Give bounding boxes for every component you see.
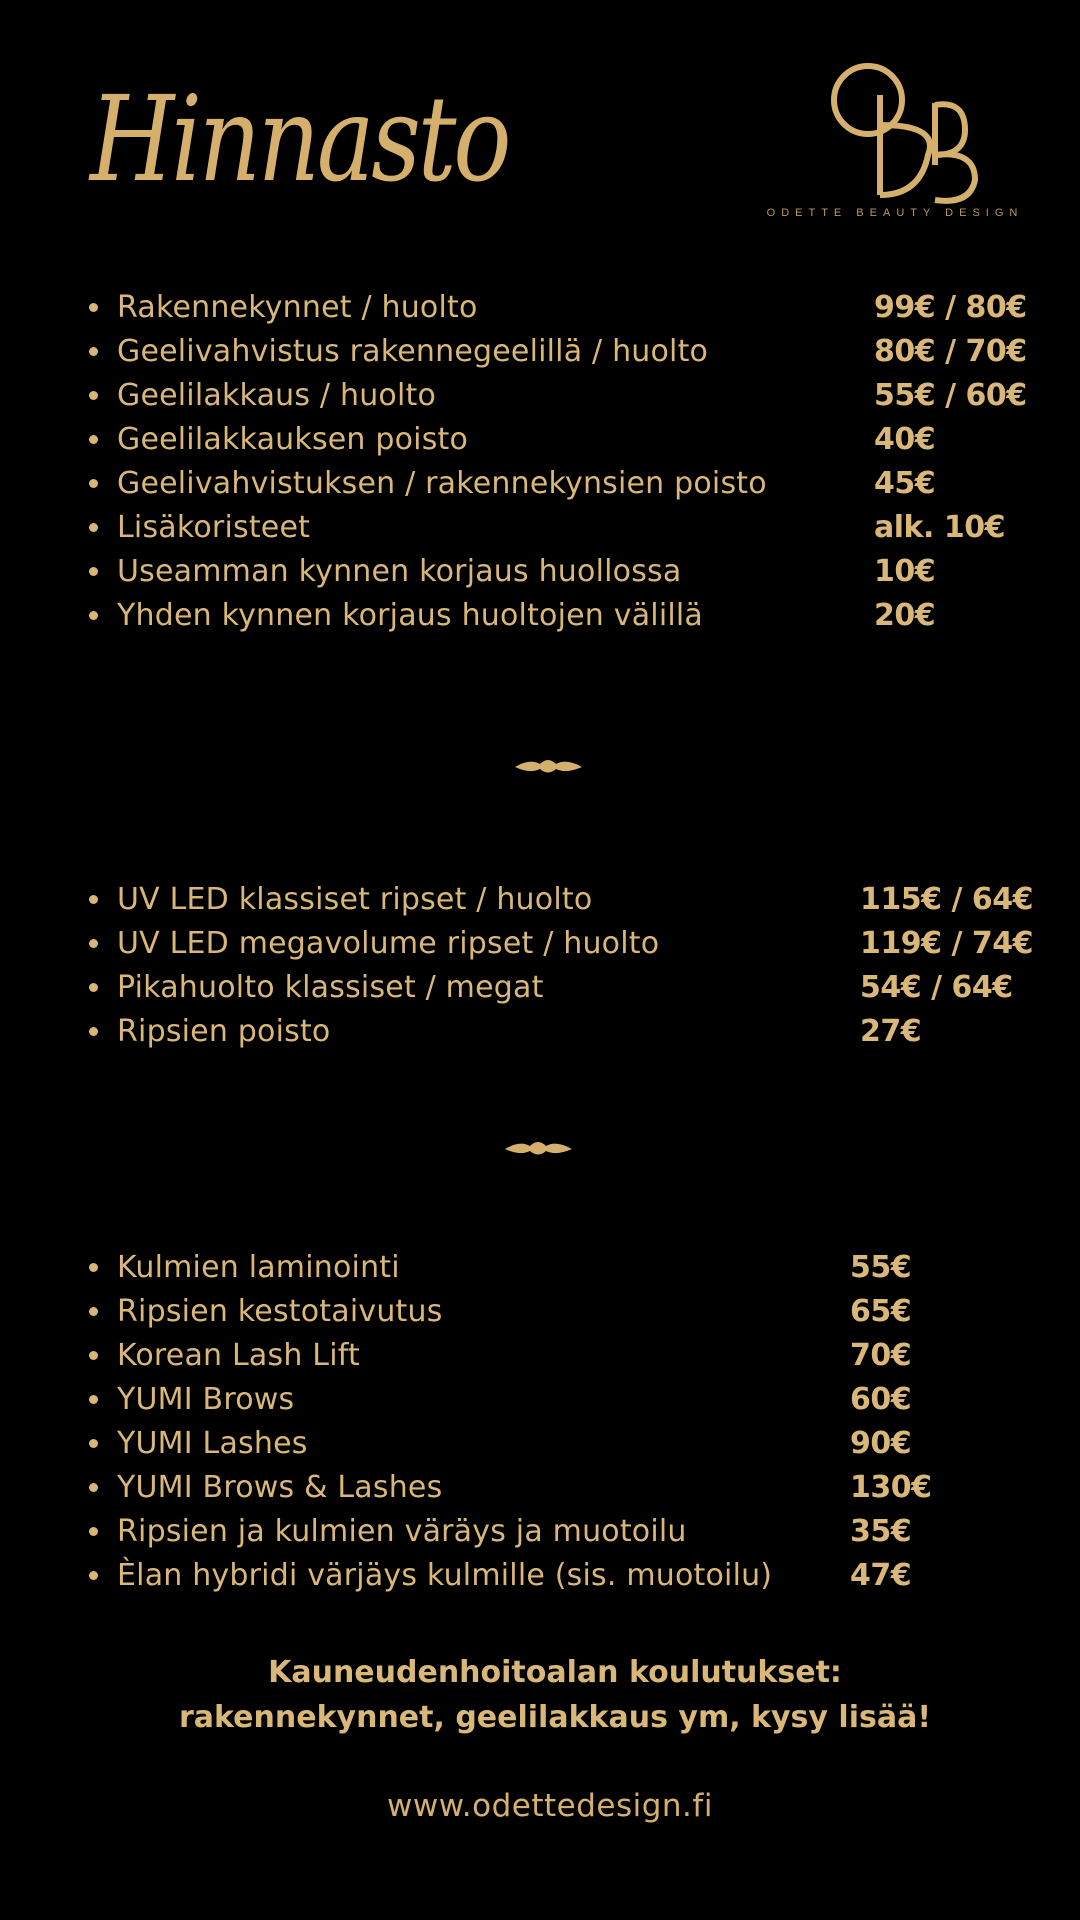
service-name: Geelilakkauksen poisto (117, 422, 469, 457)
service-name: Ripsien ja kulmien väräys ja muotoilu (117, 1514, 687, 1549)
ornamental-divider (0, 752, 1080, 782)
logo-caption: ODETTE BEAUTY DESIGN (766, 207, 1024, 219)
list-item (0, 922, 1080, 966)
service-price: 40€ (874, 422, 936, 457)
list-item (0, 330, 1080, 374)
service-price: 10€ (874, 554, 936, 589)
bullet-icon (89, 1263, 98, 1272)
list-item (0, 1554, 1080, 1598)
brand-logo (760, 55, 1030, 230)
service-price: 80€ / 70€ (874, 334, 1027, 369)
list-item (0, 1510, 1080, 1554)
bullet-icon (89, 1483, 98, 1492)
service-price: 47€ (850, 1558, 912, 1593)
list-item (0, 966, 1080, 1010)
list-item (0, 374, 1080, 418)
list-item (0, 1334, 1080, 1378)
page-title: Hinnasto (90, 70, 509, 208)
list-item (0, 462, 1080, 506)
service-price: 60€ (850, 1382, 912, 1417)
service-price: 99€ / 80€ (874, 290, 1027, 325)
bullet-icon (89, 1571, 98, 1580)
list-item (0, 1466, 1080, 1510)
service-name: YUMI Brows (117, 1382, 295, 1417)
service-price: 55€ (850, 1250, 912, 1285)
bullet-icon (89, 391, 98, 400)
list-item (0, 1290, 1080, 1334)
service-name: Ripsien kestotaivutus (117, 1294, 443, 1329)
service-name: YUMI Lashes (117, 1426, 308, 1461)
service-price: 27€ (860, 1014, 922, 1049)
service-name: Lisäkoristeet (117, 510, 311, 545)
list-item (0, 878, 1080, 922)
service-price: 65€ (850, 1294, 912, 1329)
bullet-icon (89, 895, 98, 904)
list-item (0, 1378, 1080, 1422)
list-item (0, 1246, 1080, 1290)
list-item (0, 418, 1080, 462)
service-price: 20€ (874, 598, 936, 633)
service-price: 70€ (850, 1338, 912, 1373)
service-name: Geelilakkaus / huolto (117, 378, 437, 413)
list-item (0, 1422, 1080, 1466)
bullet-icon (89, 435, 98, 444)
bullet-icon (89, 1395, 98, 1404)
ornamental-divider (0, 1134, 1080, 1164)
bullet-icon (89, 983, 98, 992)
service-price: 90€ (850, 1426, 912, 1461)
service-name: UV LED klassiset ripset / huolto (117, 882, 593, 917)
service-name: Ripsien poisto (117, 1014, 331, 1049)
service-price: 55€ / 60€ (874, 378, 1027, 413)
bullet-icon (89, 567, 98, 576)
service-price: 45€ (874, 466, 936, 501)
service-name: Rakennekynnet / huolto (117, 290, 478, 325)
training-note-line2: rakennekynnet, geelilakkaus ym, kysy lisää! (178, 1700, 932, 1735)
list-item (0, 286, 1080, 330)
list-item (0, 506, 1080, 550)
website-link[interactable]: www.odettedesign.fi (387, 1788, 713, 1824)
service-name: Useamman kynnen korjaus huollossa (117, 554, 682, 589)
service-name: Geelivahvistus rakennegeelillä / huolto (117, 334, 709, 369)
service-name: Èlan hybridi värjäys kulmille (sis. muotoilu) (117, 1558, 773, 1593)
bullet-icon (89, 347, 98, 356)
service-name: YUMI Brows & Lashes (117, 1470, 443, 1505)
service-price: 119€ / 74€ (860, 926, 1033, 961)
list-item (0, 550, 1080, 594)
service-name: Yhden kynnen korjaus huoltojen välillä (117, 598, 704, 633)
bullet-icon (89, 1027, 98, 1036)
bullet-icon (89, 303, 98, 312)
bullet-icon (89, 1307, 98, 1316)
list-item (0, 594, 1080, 638)
bullet-icon (89, 479, 98, 488)
service-price: 130€ (850, 1470, 932, 1505)
service-price: 35€ (850, 1514, 912, 1549)
bullet-icon (89, 939, 98, 948)
service-name: Pikahuolto klassiset / megat (117, 970, 544, 1005)
bullet-icon (89, 1439, 98, 1448)
service-price: alk. 10€ (874, 510, 1005, 545)
bullet-icon (89, 1351, 98, 1360)
service-name: Korean Lash Lift (117, 1338, 360, 1373)
service-price: 115€ / 64€ (860, 882, 1033, 917)
bullet-icon (89, 1527, 98, 1536)
odb-monogram-icon (760, 55, 1030, 205)
service-name: UV LED megavolume ripset / huolto (117, 926, 660, 961)
service-name: Geelivahvistuksen / rakennekynsien poisto (117, 466, 767, 501)
bullet-icon (89, 523, 98, 532)
training-note-line1: Kauneudenhoitoalan koulutukset: (268, 1655, 842, 1690)
bullet-icon (89, 611, 98, 620)
service-name: Kulmien laminointi (117, 1250, 400, 1285)
list-item (0, 1010, 1080, 1054)
service-price: 54€ / 64€ (860, 970, 1013, 1005)
